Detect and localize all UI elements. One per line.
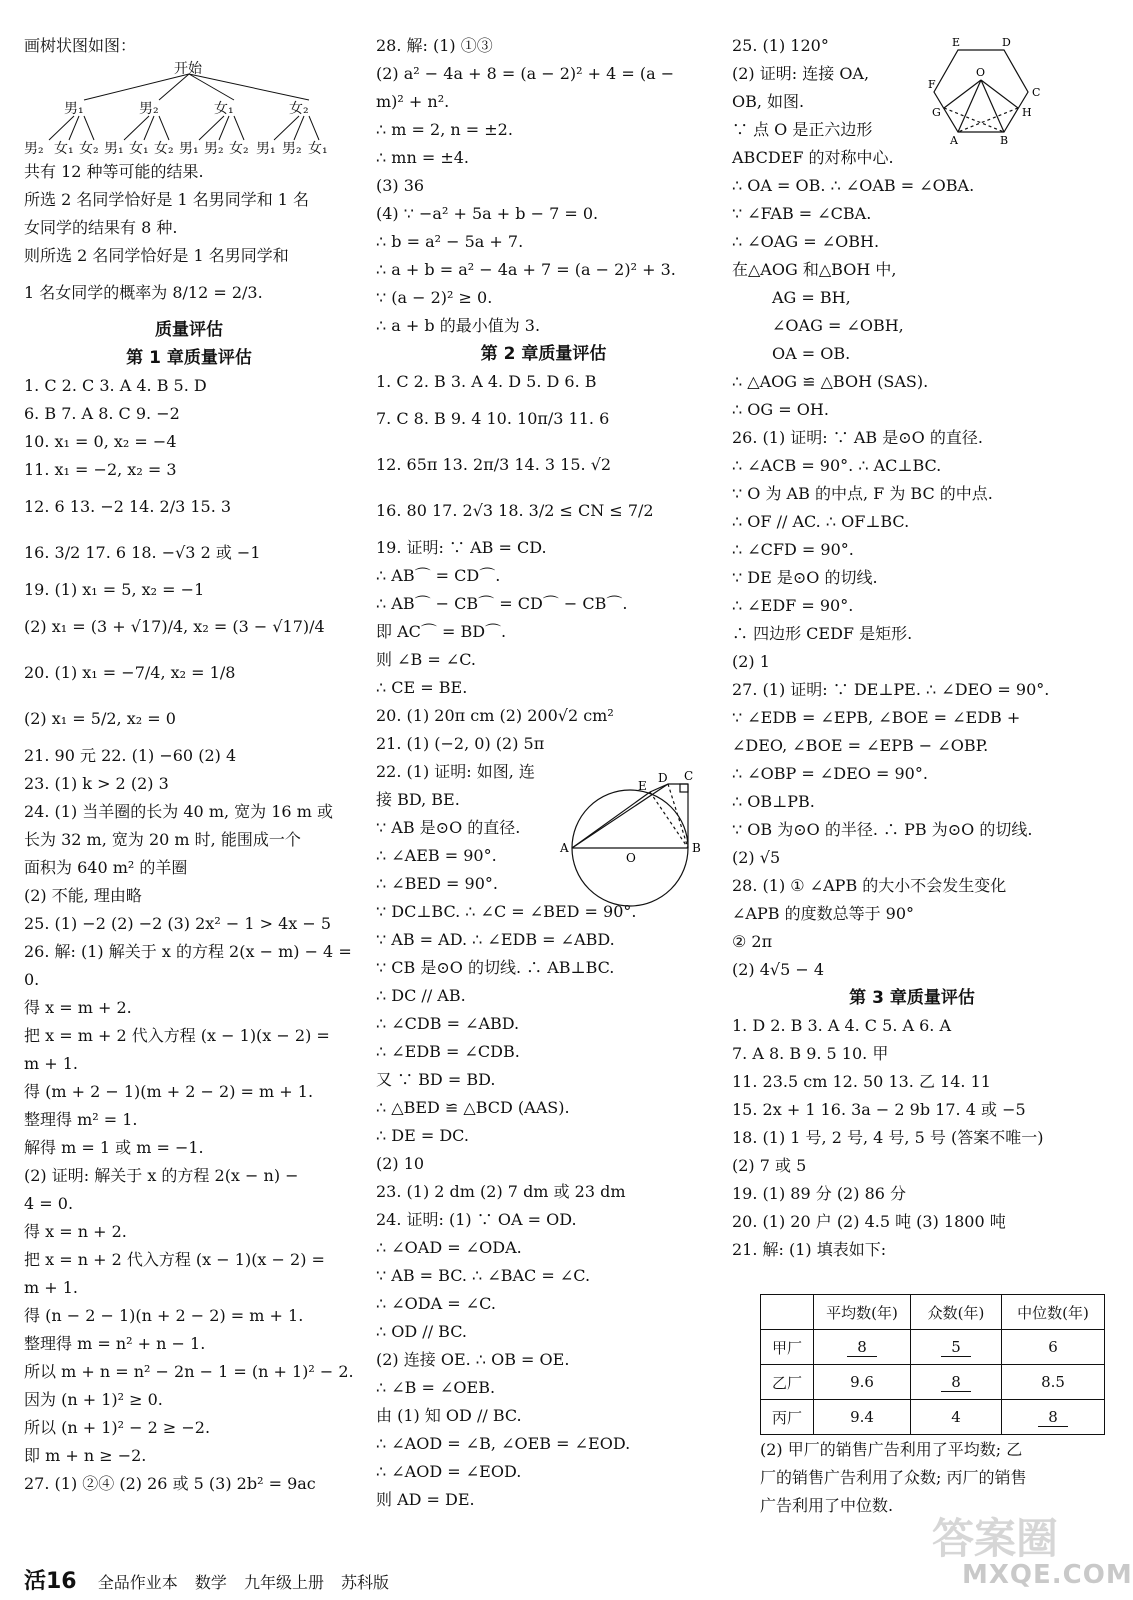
answer-line: 28. (1) ① ∠APB 的大小不会发生变化 (732, 876, 1007, 895)
answer-line: 面积为 640 m² 的羊圈 (24, 858, 188, 877)
answer-line: 18. (1) 1 号, 2 号, 4 号, 5 号 (答案不唯一) (732, 1128, 1044, 1147)
figure-label: A (950, 134, 958, 147)
answer-line: 由 (1) 知 OD // BC. (376, 1406, 522, 1425)
answer-line: 16. 80 17. 2√3 18. 3/2 ≤ CN ≤ 7/2 (376, 501, 654, 520)
table-header-cell: 众数(年) (911, 1295, 1002, 1330)
tree-leaf: 女₁ (54, 141, 74, 157)
answer-line: 长为 32 m, 宽为 20 m 时, 能围成一个 (24, 830, 301, 849)
answer-line: ∴ ∠OAG = ∠OBH. (732, 232, 880, 251)
answer-line: 22. (1) 证明: 如图, 连 (376, 762, 535, 781)
answer-line: m)² + n². (376, 92, 450, 111)
figure-label: F (928, 78, 936, 91)
chapter-heading: 第 3 章质量评估 (849, 988, 975, 1008)
answer-line: 25. (1) −2 (2) −2 (3) 2x² − 1 > 4x − 5 (24, 914, 332, 933)
section-heading: 质量评估 (155, 320, 223, 340)
answer-line: 得 x = m + 2. (24, 998, 132, 1017)
answer-line: ∴ ∠ODA = ∠C. (376, 1294, 496, 1313)
table-cell: 丙厂 (761, 1400, 814, 1435)
book-title: 全品作业本 (97, 1573, 178, 1592)
answer-line: ∵ OB 为⊙O 的半径. ∴ PB 为⊙O 的切线. (732, 820, 1033, 839)
answer-line: 女同学的结果有 8 种. (24, 218, 178, 237)
cell-value: 8 (847, 1338, 877, 1357)
table-header-cell: 平均数(年) (814, 1295, 911, 1330)
figure-label: G (932, 106, 941, 119)
tree-root: 开始 (174, 61, 202, 77)
answer-line: 1. D 2. B 3. A 4. C 5. A 6. A (732, 1016, 952, 1035)
chapter-heading: 第 1 章质量评估 (126, 348, 252, 368)
tree-leaf: 男₁ (256, 141, 276, 157)
table-cell: 4 (911, 1400, 1002, 1435)
answer-line: m + 1. (24, 1278, 79, 1297)
answer-line: ∠OAG = ∠OBH, (772, 316, 904, 335)
answer-line: 25. (1) 120° (732, 36, 829, 55)
table-header-row (761, 1295, 1105, 1330)
answer-line: 12. 6 13. −2 14. 2/3 15. 3 (24, 497, 232, 516)
answer-line: ∴ ∠BED = 90°. (376, 874, 498, 893)
answer-line: 1 名女同学的概率为 8/12 = 2/3. (24, 283, 263, 302)
answer-line: 1. C 2. C 3. A 4. B 5. D (24, 376, 207, 395)
answer-line: (2) 连接 OE. ∴ OB = OE. (376, 1350, 570, 1369)
answer-line: ∴ b = a² − 5a + 7. (376, 232, 524, 251)
answer-line: ∴ 四边形 CEDF 是矩形. (732, 624, 913, 643)
answer-line: 接 BD, BE. (376, 790, 460, 809)
answer-line: ∴ a + b 的最小值为 3. (376, 316, 541, 335)
tree-diagram (24, 60, 354, 158)
answer-line: (2) 1 (732, 652, 770, 671)
answer-line: ∴ ∠EDF = 90°. (732, 596, 854, 615)
answer-line: 19. (1) 89 分 (2) 86 分 (732, 1184, 907, 1203)
answer-line: ∴ ∠B = ∠OEB. (376, 1378, 496, 1397)
answer-line: 4 = 0. (24, 1194, 74, 1213)
answer-line: ∴ DC // AB. (376, 986, 466, 1005)
tree-node: 女₁ (214, 101, 234, 117)
table-cell: 8.5 (1002, 1365, 1105, 1400)
tree-leaf: 女₁ (129, 141, 149, 157)
answer-line: ∴ OG = OH. (732, 400, 829, 419)
answer-line: ∵ ∠FAB = ∠CBA. (732, 204, 872, 223)
cell-value: 5 (941, 1338, 971, 1357)
table-cell (911, 1330, 1002, 1365)
answer-line: ∴ OF // AC. ∴ OF⊥BC. (732, 512, 910, 531)
answer-line: 19. (1) x₁ = 5, x₂ = −1 (24, 580, 205, 599)
answer-line: 11. x₁ = −2, x₂ = 3 (24, 460, 177, 479)
figure-label: H (1022, 106, 1032, 119)
answer-line: 因为 (n + 1)² ≥ 0. (24, 1390, 163, 1409)
answer-line: ∵ DC⊥BC. ∴ ∠C = ∠BED = 90°. (376, 902, 637, 921)
answer-line: 23. (1) 2 dm (2) 7 dm 或 23 dm (376, 1182, 626, 1201)
answer-line: 26. 解: (1) 解关于 x 的方程 2(x − m) − 4 = (24, 942, 352, 961)
answer-line: 又 ∵ BD = BD. (376, 1070, 496, 1089)
answer-line: (2) 不能, 理由略 (24, 886, 142, 905)
answer-line: 20. (1) 20 户 (2) 4.5 吨 (3) 1800 吨 (732, 1212, 1006, 1231)
answer-line: ∵ ∠EDB = ∠EPB, ∠BOE = ∠EDB + (732, 708, 1021, 727)
hexagon-figure (930, 36, 1080, 148)
answer-line: (2) x₁ = 5/2, x₂ = 0 (24, 709, 176, 728)
edition: 苏科版 (341, 1573, 390, 1592)
table-row (761, 1400, 1105, 1435)
table-cell: 6 (1002, 1330, 1105, 1365)
answer-line: ∴ AB⌒ = CD⌒. (376, 566, 501, 585)
answer-line: ② 2π (732, 932, 773, 951)
answer-line: 10. x₁ = 0, x₂ = −4 (24, 432, 177, 451)
table-cell (911, 1365, 1002, 1400)
subject: 数学 (194, 1573, 227, 1592)
table-cell: 甲厂 (761, 1330, 814, 1365)
tree-title: 画树状图如图： (24, 36, 137, 55)
answer-line: 所以 (n + 1)² − 2 ≥ −2. (24, 1418, 211, 1437)
figure-label: B (1000, 134, 1009, 147)
answer-line: 则所选 2 名同学恰好是 1 名男同学和 (24, 246, 289, 265)
answer-line: 0. (24, 970, 40, 989)
cell-value: 8 (941, 1373, 971, 1392)
answer-line: 7. C 8. B 9. 4 10. 10π/3 11. 6 (376, 409, 610, 428)
answer-line: ∵ 点 O 是正六边形 (732, 120, 873, 139)
answer-line: 19. 证明: ∵ AB = CD. (376, 538, 547, 557)
table-cell: 9.4 (814, 1400, 911, 1435)
answer-line: ∴ ∠OAD = ∠ODA. (376, 1238, 522, 1257)
cell-value: 8 (1038, 1408, 1068, 1427)
answer-line: 则 ∠B = ∠C. (376, 650, 476, 669)
figure-label: E (638, 779, 647, 793)
watermark-url: MXQE.COM (962, 1560, 1133, 1590)
figure-label: A (560, 841, 569, 855)
answer-line: (2) 证明: 连接 OA, (732, 64, 870, 83)
answer-line: 24. 证明: (1) ∵ OA = OD. (376, 1210, 577, 1229)
answer-line: 11. 23.5 cm 12. 50 13. 乙 14. 11 (732, 1072, 991, 1091)
answer-line: 在△AOG 和△BOH 中, (732, 260, 897, 279)
answer-line: 所以 m + n = n² − 2n − 1 = (n + 1)² − 2. (24, 1362, 354, 1381)
circle-tangent-figure (560, 770, 720, 920)
answer-line: ∵ AB 是⊙O 的直径. (376, 818, 521, 837)
table-cell: 乙厂 (761, 1365, 814, 1400)
tree-leaf: 女₂ (79, 141, 99, 157)
answer-line: 共有 12 种等可能的结果. (24, 162, 204, 181)
answer-line: 即 m + n ≥ −2. (24, 1446, 147, 1465)
answer-line: ∠APB 的度数总等于 90° (732, 904, 915, 923)
answer-line: 27. (1) ②④ (2) 26 或 5 (3) 2b² = 9ac (24, 1474, 316, 1493)
table-cell: 9.6 (814, 1365, 911, 1400)
answer-line: ∠DEO, ∠BOE = ∠EPB − ∠OBP. (732, 736, 989, 755)
grade: 九年级上册 (243, 1573, 324, 1592)
answer-line: 得 x = n + 2. (24, 1222, 127, 1241)
answer-line: m + 1. (24, 1054, 79, 1073)
answer-line: ∴ ∠CDB = ∠ABD. (376, 1014, 520, 1033)
answer-line: 20. (1) x₁ = −7/4, x₂ = 1/8 (24, 663, 236, 682)
answer-line: 整理得 m = n² + n − 1. (24, 1334, 206, 1353)
answer-line: 20. (1) 20π cm (2) 200√2 cm² (376, 706, 614, 725)
answer-line: 21. 解: (1) 填表如下: (732, 1240, 887, 1259)
answer-line: (2) √5 (732, 848, 781, 867)
answer-line: (2) a² − 4a + 8 = (a − 2)² + 4 = (a − (376, 64, 675, 83)
answer-line: ∴ △BED ≌ △BCD (AAS). (376, 1098, 570, 1117)
tree-leaf: 男₂ (24, 141, 44, 157)
answer-line: 21. 90 元 22. (1) −60 (2) 4 (24, 746, 237, 765)
answer-line: (2) 甲厂的销售广告利用了平均数; 乙 (760, 1440, 1023, 1459)
answer-line: 1. C 2. B 3. A 4. D 5. D 6. B (376, 372, 597, 391)
tree-leaf: 男₁ (104, 141, 124, 157)
answer-line: ∴ OA = OB. ∴ ∠OAB = ∠OBA. (732, 176, 975, 195)
table-cell (814, 1330, 911, 1365)
figure-label: O (626, 851, 636, 865)
table-row (761, 1330, 1105, 1365)
chapter-heading: 第 2 章质量评估 (480, 344, 607, 364)
answer-line: ABCDEF 的对称中心. (732, 148, 894, 167)
answer-line: ∴ ∠OBP = ∠DEO = 90°. (732, 764, 928, 783)
answer-line: ∴ DE = DC. (376, 1126, 469, 1145)
answer-line: 解得 m = 1 或 m = −1. (24, 1138, 204, 1157)
answer-line: ∵ O 为 AB 的中点, F 为 BC 的中点. (732, 484, 993, 503)
answer-line: ∴ CE = BE. (376, 678, 468, 697)
answer-line: ∵ DE 是⊙O 的切线. (732, 568, 878, 587)
answer-line: 广告利用了中位数. (760, 1496, 894, 1515)
answer-line: 26. (1) 证明: ∵ AB 是⊙O 的直径. (732, 428, 983, 447)
answer-line: 24. (1) 当羊圈的长为 40 m, 宽为 16 m 或 (24, 802, 333, 821)
answer-line: 6. B 7. A 8. C 9. −2 (24, 404, 180, 423)
figure-label: B (692, 841, 701, 855)
answer-line: 16. 3/2 17. 6 18. −√3 2 或 −1 (24, 543, 261, 562)
answer-line: OB, 如图. (732, 92, 805, 111)
statistics-table (760, 1294, 1105, 1435)
answer-line: ∴ ∠CFD = 90°. (732, 540, 854, 559)
answer-line: ∴ ∠ACB = 90°. ∴ AC⊥BC. (732, 456, 942, 475)
tree-leaf: 女₂ (229, 141, 249, 157)
answer-line: 得 (m + 2 − 1)(m + 2 − 2) = m + 1. (24, 1082, 314, 1101)
answer-line: 所选 2 名同学恰好是 1 名男同学和 1 名 (24, 190, 310, 209)
answer-line: 27. (1) 证明: ∵ DE⊥PE. ∴ ∠DEO = 90°. (732, 680, 1050, 699)
answer-line: 则 AD = DE. (376, 1490, 475, 1509)
answer-line: 28. 解: (1) ①③ (376, 36, 493, 55)
answer-line: ∴ ∠EDB = ∠CDB. (376, 1042, 520, 1061)
answer-line: (4) ∵ −a² + 5a + b − 7 = 0. (376, 204, 599, 223)
watermark-logo (922, 1496, 1133, 1596)
answer-line: (2) 7 或 5 (732, 1156, 807, 1175)
answer-line: ∴ ∠AEB = 90°. (376, 846, 497, 865)
answer-line: ∵ AB = BC. ∴ ∠BAC = ∠C. (376, 1266, 591, 1285)
table-row (761, 1365, 1105, 1400)
answer-line: ∴ ∠AOD = ∠B, ∠OEB = ∠EOD. (376, 1434, 631, 1453)
tree-node: 女₂ (289, 101, 309, 117)
answer-line: ∴ OD // BC. (376, 1322, 467, 1341)
tree-leaf: 女₂ (154, 141, 174, 157)
answer-line: (2) 10 (376, 1154, 425, 1173)
answer-line: AG = BH, (772, 288, 851, 307)
answer-line: OA = OB. (772, 344, 851, 363)
answer-line: (2) 4√5 − 4 (732, 960, 825, 979)
answer-line: 21. (1) (−2, 0) (2) 5π (376, 734, 545, 753)
answer-line: 整理得 m² = 1. (24, 1110, 138, 1129)
answer-line: 把 x = m + 2 代入方程 (x − 1)(x − 2) = (24, 1026, 330, 1045)
answer-line: 15. 2x + 1 16. 3a − 2 9b 17. 4 或 −5 (732, 1100, 1026, 1119)
figure-label: C (1032, 86, 1041, 99)
column-3 (732, 32, 1092, 1264)
tree-node: 男₁ (64, 101, 84, 117)
answer-line: ∵ AB = AD. ∴ ∠EDB = ∠ABD. (376, 930, 615, 949)
answer-line: (3) 36 (376, 176, 425, 195)
answer-line: ∴ OB⊥PB. (732, 792, 815, 811)
answer-line: ∴ AB⌒ − CB⌒ = CD⌒ − CB⌒. (376, 594, 628, 613)
answer-line: ∴ m = 2, n = ±2. (376, 120, 513, 139)
answer-line: 厂的销售广告利用了众数; 丙厂的销售 (760, 1468, 1027, 1487)
answer-line: 23. (1) k > 2 (2) 3 (24, 774, 169, 793)
tree-leaf: 男₂ (282, 141, 302, 157)
table-cell (1002, 1400, 1105, 1435)
answer-line: 7. A 8. B 9. 5 10. 甲 (732, 1044, 889, 1063)
tree-node: 男₂ (139, 101, 159, 117)
answer-line: (2) 证明: 解关于 x 的方程 2(x − n) − (24, 1166, 299, 1185)
figure-label: D (658, 771, 668, 785)
tree-leaf: 男₁ (179, 141, 199, 157)
answer-line: 即 AC⌒ = BD⌒. (376, 622, 507, 641)
answer-line: ∵ CB 是⊙O 的切线. ∴ AB⊥BC. (376, 958, 615, 977)
answer-line: ∴ ∠AOD = ∠EOD. (376, 1462, 522, 1481)
answer-line: ∴ △AOG ≌ △BOH (SAS). (732, 372, 929, 391)
tree-leaf: 女₁ (308, 141, 328, 157)
figure-label: C (684, 769, 694, 783)
answer-line: (2) x₁ = (3 + √17)/4, x₂ = (3 − √17)/4 (24, 617, 325, 636)
answer-line: ∵ (a − 2)² ≥ 0. (376, 288, 493, 307)
table-header-cell: 中位数(年) (1002, 1295, 1105, 1330)
figure-label: O (976, 66, 986, 79)
page-number: 活16 (24, 1569, 77, 1594)
column-1 (24, 32, 354, 1498)
answer-line: 得 (n − 2 − 1)(n + 2 − 2) = m + 1. (24, 1306, 304, 1325)
page-footer (24, 1564, 401, 1595)
answer-line: 12. 65π 13. 2π/3 14. 3 15. √2 (376, 455, 612, 474)
figure-label: D (1002, 36, 1011, 49)
table-header-cell (761, 1295, 814, 1330)
tree-leaf: 男₂ (204, 141, 224, 157)
watermark-text: 答案圈 (932, 1514, 1059, 1563)
answer-line: ∴ mn = ±4. (376, 148, 469, 167)
answer-line: 把 x = n + 2 代入方程 (x − 1)(x − 2) = (24, 1250, 325, 1269)
answer-line: ∴ a + b = a² − 4a + 7 = (a − 2)² + 3. (376, 260, 676, 279)
figure-label: E (952, 36, 961, 49)
